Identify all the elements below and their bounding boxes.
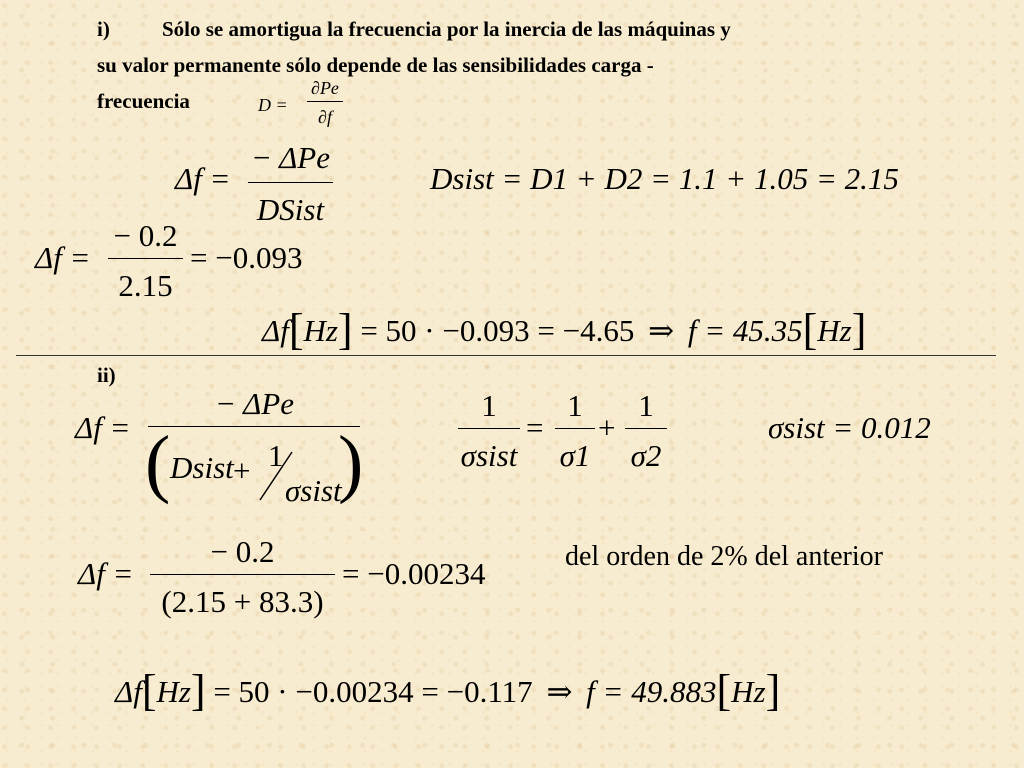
eq-i1-den: DSist xyxy=(256,192,325,227)
eq-sigma-one3: 1 xyxy=(638,388,654,423)
eq-i2-lhs: Δf = xyxy=(35,240,91,275)
eq-ii1-paren-close: ) xyxy=(338,421,364,505)
eq-i2-den: 2.15 xyxy=(118,268,173,303)
eq-i3-part3: f = 45.35 xyxy=(687,313,803,348)
eq-i1-num: − ΔPe xyxy=(251,140,330,175)
eq-ii3-arrow: ⇒ xyxy=(546,674,573,709)
section-i-line1: Sólo se amortigua la frecuencia por la inercia de las máquinas y xyxy=(162,17,731,41)
eq-dsist: Dsist = D1 + D2 = 1.1 + 1.05 = 2.15 xyxy=(430,161,899,196)
eq-i1-lhs: Δf = xyxy=(175,161,231,196)
eq-ii2-den: (2.15 + 83.3) xyxy=(161,584,324,619)
eq-ii2-rhs: = −0.00234 xyxy=(342,556,486,591)
eq-sigma-one1: 1 xyxy=(481,388,497,423)
eq-i3-part2: = 50 · −0.093 = −4.65 xyxy=(360,313,635,348)
eq-sigma-value: σsist = 0.012 xyxy=(768,410,931,445)
eq-ii1-den-plus: + xyxy=(233,453,251,488)
eq-ii1-den-sigma: σsist xyxy=(285,473,342,508)
eq-i2-rhs: = −0.093 xyxy=(190,240,303,275)
d-definition xyxy=(258,96,288,114)
eq-sigma-frac3 xyxy=(625,388,667,474)
eq-sigma-sist: σsist xyxy=(460,438,518,473)
eq-i2-fraction xyxy=(108,218,183,304)
eq-sigma-frac2 xyxy=(555,388,595,474)
eq-ii2-lhs: Δf = xyxy=(78,556,134,591)
eq-i3-unit2: Hz xyxy=(817,313,852,348)
eq-ii3-part2: = 50 · −0.00234 = −0.117 xyxy=(213,674,533,709)
eq-ii1-paren-open: ( xyxy=(145,421,171,505)
eq-ii3-unit2: Hz xyxy=(731,674,766,709)
comparison-note: del orden de 2% del anterior xyxy=(565,541,883,572)
eq-i3-unit: Hz xyxy=(303,313,338,348)
eq-ii1-lhs: Δf = xyxy=(75,410,131,445)
eq-sigma-2: σ2 xyxy=(630,438,662,473)
eq-i2-num: − 0.2 xyxy=(113,218,178,253)
eq-ii3-unit: Hz xyxy=(156,674,191,709)
eq-ii3-part1: Δf xyxy=(115,674,142,709)
section-i-label: i) xyxy=(97,17,110,41)
eq-ii1-bar xyxy=(148,426,360,427)
eq-i3: Δf[Hz] = 50 · −0.093 = −4.65 ⇒ f = 45.35[Hz] xyxy=(262,305,867,354)
eq-i3-part1: Δf xyxy=(262,313,289,348)
d-def-lhs: D = xyxy=(258,95,288,115)
eq-ii2-fraction xyxy=(150,534,335,620)
eq-ii1-num: − ΔPe xyxy=(215,386,294,421)
section-i-line2: su valor permanente sólo depende de las sensibilidades carga - xyxy=(97,53,654,77)
eq-ii1-den-one: 1 xyxy=(268,438,284,473)
d-def-num: ∂Pe xyxy=(311,78,339,98)
eq-sigma-one2: 1 xyxy=(567,388,583,423)
eq-ii1-den-d: Dsist xyxy=(170,450,234,485)
d-def-fraction xyxy=(305,78,345,128)
section-divider xyxy=(16,355,996,356)
eq-sigma-equals: = xyxy=(526,410,544,445)
section-ii-label: ii) xyxy=(97,363,116,387)
eq-ii2-num: − 0.2 xyxy=(210,534,275,569)
section-i-line3: frecuencia xyxy=(97,89,190,113)
eq-sigma-1: σ1 xyxy=(559,438,591,473)
eq-i3-arrow: ⇒ xyxy=(648,313,675,348)
eq-ii3: Δf[Hz] = 50 · −0.00234 = −0.117 ⇒ f = 49.883[Hz] xyxy=(115,666,781,715)
eq-sigma-frac1 xyxy=(458,388,520,474)
eq-ii3-part3: f = 49.883 xyxy=(586,674,717,709)
eq-i1-fraction xyxy=(248,140,333,228)
eq-sigma-plus: + xyxy=(598,410,616,445)
d-def-den: ∂f xyxy=(318,107,332,127)
